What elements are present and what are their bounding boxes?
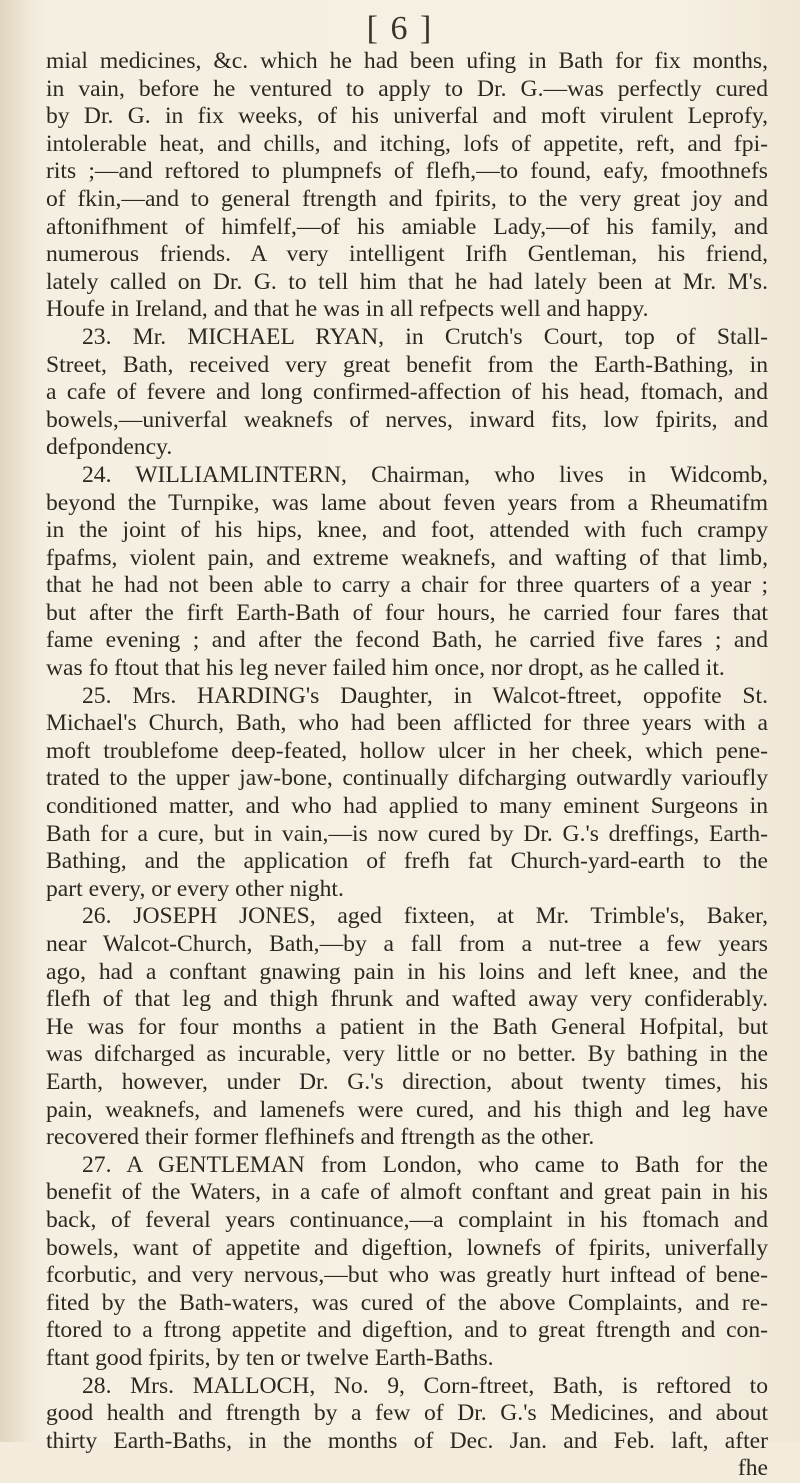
text-line: rits ;—and reftored to plumpnefs of flefh,—to found, eafy, fmoothnefs (46, 158, 768, 185)
text-line: thirty Earth-Baths, in the months of Dec. Jan. and Feb. laft, after (46, 1427, 768, 1454)
text-line: recovered their former flefhinefs and ftrength as the other. (46, 1124, 595, 1151)
text-line: ftored to a ftrong appetite and digeftion, and to great ftrength and con- (46, 1317, 768, 1344)
text-line: Bath for a cure, but in vain,—is now cured by Dr. G.'s dreffings, Earth- (46, 820, 768, 847)
text-line: fame evening ; and after the fecond Bath, he carried five fares ; and (46, 627, 768, 654)
text-line: fited by the Bath-waters, was cured of the above Complaints, and re- (46, 1289, 768, 1316)
catchword: fhe (737, 1455, 768, 1482)
text-line: beyond the Turnpike, was lame about feven years from a Rheumatifm (46, 489, 768, 516)
text-line: Michael's Church, Bath, who had been afflicted for three years with a (46, 710, 768, 737)
page-text (46, 48, 768, 1483)
text-line: benefit of the Waters, in a cafe of almoft conftant and great pain in his (46, 1179, 768, 1206)
text-line: conditioned matter, and who had applied to many eminent Surgeons in (46, 793, 768, 820)
text-line: pain, weaknefs, and lamenefs were cured, and his thigh and leg have (46, 1096, 768, 1123)
entry-23-heading-line: 23. Mr. MICHAEL RYAN, in Crutch's Court, top of Stall- (82, 323, 768, 350)
entry-24-heading-line: 24. WILLIAMLINTERN, Chairman, who lives in Widcomb, (82, 461, 768, 488)
text-line: Houfe in Ireland, and that he was in all refpects well and happy. (46, 296, 649, 323)
entry-25-heading-line: 25. Mrs. HARDING's Daughter, in Walcot-ftreet, oppofite St. (82, 682, 768, 709)
text-line: He was for four months a patient in the Bath General Hofpital, but (46, 1013, 768, 1040)
text-line: fpafms, violent pain, and extreme weaknefs, and wafting of that limb, (46, 544, 768, 571)
text-line: a cafe of fevere and long confirmed-affection of his head, ftomach, and (46, 379, 768, 406)
text-line: Street, Bath, received very great benefit from the Earth-Bathing, in (46, 351, 768, 378)
text-line: was fo ftout that his leg never failed him once, nor dropt, as he called it. (46, 655, 725, 682)
text-line: moft troublefome deep-feated, hollow ulcer in her cheek, which pene- (46, 737, 768, 764)
entry-27-heading-line: 27. A GENTLEMAN from London, who came to Bath for the (82, 1151, 768, 1178)
entry-26-heading-line: 26. JOSEPH JONES, aged fixteen, at Mr. Trimble's, Baker, (82, 903, 768, 930)
page-number: [ 6 ] (366, 10, 434, 47)
text-line: in vain, before he ventured to apply to Dr. G.—was perfectly cured (46, 75, 768, 102)
text-line: by Dr. G. in fix weeks, of his univerfal and moft virulent Leprofy, (46, 103, 768, 130)
text-line: that he had not been able to carry a chair for three quarters of a year ; (46, 572, 768, 599)
text-line: defpondency. (46, 434, 173, 461)
text-line: back, of feveral years continuance,—a complaint in his ftomach and (46, 1206, 768, 1233)
text-line: ago, had a conftant gnawing pain in his loins and left knee, and the (46, 958, 768, 985)
text-line: of fkin,—and to general ftrength and fpirits, to the very great joy and (46, 185, 768, 212)
text-line: Earth, however, under Dr. G.'s direction, about twenty times, his (46, 1068, 768, 1095)
text-line: near Walcot-Church, Bath,—by a fall from a nut-tree a few years (46, 931, 768, 957)
text-line: numerous friends. A very intelligent Irifh Gentleman, his friend, (46, 241, 768, 268)
text-line: but after the firft Earth-Bath of four hours, he carried four fares that (46, 599, 768, 626)
text-line: lately called on Dr. G. to tell him that he had lately been at Mr. M's. (46, 268, 768, 295)
text-line: ftant good fpirits, by ten or twelve Earth-Baths. (46, 1344, 494, 1371)
text-line: was difcharged as incurable, very little or no better. By bathing in the (46, 1041, 768, 1068)
text-line: good health and ftrength by a few of Dr. G.'s Medicines, and about (46, 1400, 768, 1427)
text-line: in the joint of his hips, knee, and foot, attended with fuch crampy (46, 517, 768, 544)
page-gutter-shadow (0, 0, 30, 1442)
text-line: flefh of that leg and thigh fhrunk and wafted away very confiderably. (46, 986, 768, 1013)
text-line: part every, or every other night. (46, 875, 344, 902)
text-line: trated to the upper jaw-bone, continually difcharging outwardly varioufly (46, 765, 768, 792)
entry-28-heading-line: 28. Mrs. MALLOCH, No. 9, Corn-ftreet, Bath, is reftored to (82, 1372, 768, 1399)
text-line: aftonifhment of himfelf,—of his amiable Lady,—of his family, and (46, 213, 768, 240)
text-line: fcorbutic, and very nervous,—but who was greatly hurt inftead of bene- (46, 1262, 768, 1289)
text-line: bowels, want of appetite and digeftion, lownefs of fpirits, univerfally (46, 1234, 768, 1261)
text-line: intolerable heat, and chills, and itching, lofs of appetite, reft, and fpi- (46, 130, 768, 157)
text-line: Bathing, and the application of frefh fat Church-yard-earth to the (46, 848, 768, 875)
text-line: bowels,—univerfal weaknefs of nerves, inward fits, low fpirits, and (46, 406, 768, 433)
text-line: mial medicines, &c. which he had been ufing in Bath for fix months, (46, 48, 768, 74)
